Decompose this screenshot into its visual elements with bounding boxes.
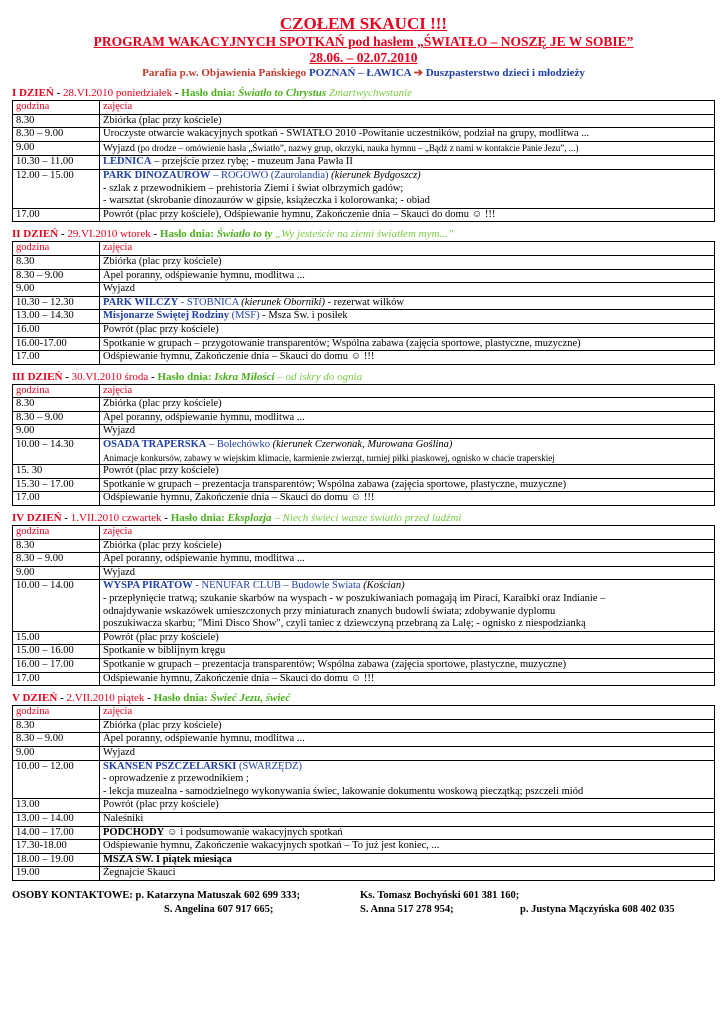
table-row xyxy=(13,746,715,760)
table-row xyxy=(13,631,715,645)
activity-line xyxy=(103,799,711,812)
arrow-icon: ➔ xyxy=(413,67,423,79)
activity-line xyxy=(103,209,711,222)
activity-line xyxy=(103,673,711,686)
table-row xyxy=(13,566,715,580)
activity-cell xyxy=(100,553,715,567)
contact-anna: S. Anna 517 278 954; xyxy=(360,903,454,915)
schedule-table xyxy=(12,384,715,506)
activity-line xyxy=(103,170,711,183)
motto: Światło to ty xyxy=(216,228,273,241)
page-title: CZOŁEM SKAUCI !!! xyxy=(279,14,448,33)
table-row xyxy=(13,553,715,567)
activity-line xyxy=(103,324,711,337)
activity-cell xyxy=(100,411,715,425)
time-cell: 10.00 – 14.30 xyxy=(13,439,100,465)
activity-text: Wyjazd xyxy=(103,746,136,758)
contact-bochynski: Ks. Tomasz Bochyński 601 381 160; xyxy=(360,889,520,901)
activity-cell xyxy=(100,269,715,283)
activity-line xyxy=(103,338,711,351)
table-row xyxy=(13,645,715,659)
activity-cell xyxy=(100,645,715,659)
time-cell: 13.00 xyxy=(13,799,100,813)
activity-note: (po drodze – omówienie hasła „Światło”, nazwy grup, okrzyki, nauka hymnu – „Bądź z nami w kontakcie Panie Jezu”, ...) xyxy=(137,142,579,153)
activity-cell xyxy=(100,733,715,747)
time-cell: 10.00 – 14.00 xyxy=(13,580,100,631)
activity-text: Wyjazd xyxy=(103,566,136,578)
table-row xyxy=(13,478,715,492)
time-cell: 15.00 – 16.00 xyxy=(13,645,100,659)
activity-header: zajęcia xyxy=(100,242,715,256)
activity-cell xyxy=(100,826,715,840)
activity-line xyxy=(103,270,711,283)
table-row xyxy=(13,760,715,799)
activity-text: - rezerwat wilków xyxy=(327,296,404,308)
motto: Eksplozja xyxy=(227,512,272,525)
contacts-line-1 xyxy=(12,889,360,903)
time-cell: 15.30 – 17.00 xyxy=(13,478,100,492)
time-cell: 8.30 – 9.00 xyxy=(13,411,100,425)
table-row xyxy=(13,719,715,733)
activity-text: Spotkanie w grupach – prezentacja transparentów; Wspólna zabawa (zajęcia sportowe, plastyczne, muzyczne) xyxy=(103,658,567,670)
motto-label: Hasło dnia: xyxy=(157,370,212,383)
activity-text: Apel poranny, odśpiewanie hymnu, modlitwa ... xyxy=(103,411,305,423)
activity-cell xyxy=(100,114,715,128)
day-label: I DZIEŃ xyxy=(12,87,54,99)
day-section xyxy=(12,691,715,881)
activity-cell xyxy=(100,337,715,351)
highlight-text: PODCHODY xyxy=(103,826,165,838)
day-title: III DZIEŃ - 30.VI.2010 środa - Hasło dnia: Iskra Miłości – od iskry do ognia xyxy=(12,370,363,383)
day-section xyxy=(12,86,715,222)
activity-cell xyxy=(100,255,715,269)
program-subtitle: PROGRAM WAKACYJNYCH SPOTKAŃ pod hasłem „ŚWIATŁO – NOSZĘ JE W SOBIE” xyxy=(93,34,634,49)
day-date: 2.VII.2010 piątek xyxy=(66,692,145,705)
activity-line xyxy=(103,425,711,438)
time-cell: 18.00 – 19.00 xyxy=(13,853,100,867)
activity-text: Apel poranny, odśpiewanie hymnu, modlitwa ... xyxy=(103,269,305,281)
time-cell: 16.00 – 17.00 xyxy=(13,658,100,672)
activity-text: Zbiórka (plac przy kościele) xyxy=(103,114,222,126)
activity-line xyxy=(103,479,711,492)
activity-header: zajęcia xyxy=(100,101,715,115)
activity-line xyxy=(103,310,711,323)
parish-location: POZNAŃ – ŁAWICA xyxy=(308,67,412,79)
day-title: IV DZIEŃ - 1.VII.2010 czwartek - Hasło dnia: Eksplozja – Niech świeci wasze światło przed ludźmi xyxy=(12,512,462,525)
table-row xyxy=(13,114,715,128)
activity-cell xyxy=(100,760,715,799)
table-row xyxy=(13,411,715,425)
activity-header: zajęcia xyxy=(100,526,715,540)
activity-text: Uroczyste otwarcie wakacyjnych spotkań - ŚWIATŁO 2010 -Powitanie uczestników, podział na grupy, modlitwa ... xyxy=(103,128,590,140)
activity-line xyxy=(103,156,711,169)
ministry-name: Duszpasterstwo dzieci i młodzieży xyxy=(425,67,585,79)
table-header-row xyxy=(13,706,715,720)
activity-text: Odśpiewanie hymnu, Zakończenie wakacyjnych spotkań – To już jest koniec, ... xyxy=(103,840,440,852)
activity-line xyxy=(103,840,711,853)
activity-cell xyxy=(100,398,715,412)
time-cell: 9.00 xyxy=(13,566,100,580)
activity-line xyxy=(103,659,711,672)
table-header-row xyxy=(13,526,715,540)
activity-detail: - oprowadzenie z przewodnikiem ; xyxy=(103,773,249,785)
motto-label: Hasło dnia: xyxy=(159,228,215,241)
activity-cell xyxy=(100,492,715,506)
day-label: II DZIEŃ xyxy=(12,228,59,241)
day-date: 28.VI.2010 poniedziałek xyxy=(63,87,173,99)
time-cell: 12.00 – 15.00 xyxy=(13,169,100,208)
activity-text: Zbiórka (plac przy kościele) xyxy=(103,398,222,410)
table-row xyxy=(13,799,715,813)
activity-line xyxy=(103,854,711,867)
motto: Światło to Chrystus xyxy=(238,87,327,99)
time-header: godzina xyxy=(13,101,100,115)
table-row xyxy=(13,169,715,208)
table-row xyxy=(13,323,715,337)
day-label: V DZIEŃ xyxy=(12,692,58,705)
venue-place: - NENUFAR CLUB – Budowle Świata xyxy=(195,580,361,592)
activity-detail: - przepłynięcie tratwą; szukanie skarbów na wyspach - w poszukiwaniach pomagają im Piraci, Karaibki oraz Indianie – xyxy=(103,593,606,604)
activity-line xyxy=(103,256,711,269)
time-cell: 17.00 xyxy=(13,208,100,222)
time-cell: 8.30 xyxy=(13,255,100,269)
activity-cell xyxy=(100,323,715,337)
activity-cell xyxy=(100,746,715,760)
table-row xyxy=(13,337,715,351)
venue-name: SKANSEN PSZCZELARSKI xyxy=(103,760,237,772)
table-row xyxy=(13,351,715,365)
activity-line xyxy=(103,540,711,553)
activity-line xyxy=(103,492,711,505)
activity-cell xyxy=(100,672,715,686)
time-cell: 14.00 – 17.00 xyxy=(13,826,100,840)
schedule-table xyxy=(12,241,715,364)
time-cell: 8.30 xyxy=(13,539,100,553)
activity-text: Wyjazd xyxy=(103,425,136,437)
time-cell: 17.30-18.00 xyxy=(13,840,100,854)
time-cell: 13.00 – 14.00 xyxy=(13,812,100,826)
motto-sub: – od iskry do ognia xyxy=(277,370,363,383)
highlight-text: MSZA ŚW. I piątek miesiąca xyxy=(103,853,232,865)
table-row xyxy=(13,812,715,826)
time-cell: 8.30 xyxy=(13,719,100,733)
activity-text: Odśpiewanie hymnu, Zakończenie dnia – Skauci do domu ☺ !!! xyxy=(103,492,375,504)
activity-line xyxy=(103,465,711,478)
venue-place: - STOBNICA xyxy=(180,296,239,308)
venue-place: (MSF) xyxy=(231,310,260,322)
activity-line xyxy=(103,567,711,580)
activity-cell xyxy=(100,141,715,156)
table-row xyxy=(13,840,715,854)
activity-line xyxy=(103,142,711,156)
motto-label: Hasło dnia: xyxy=(153,692,208,705)
activity-detail: - warsztat (skrobanie dinozaurów w gipsie, książeczka i kolorowanka; - obiad xyxy=(103,195,430,207)
time-cell: 17.00 xyxy=(13,492,100,506)
activity-line xyxy=(103,813,711,826)
activity-text: Spotkanie w biblijnym kręgu xyxy=(103,645,226,657)
time-cell: 8.30 – 9.00 xyxy=(13,128,100,142)
activity-line xyxy=(103,645,711,658)
schedule-table xyxy=(12,100,715,222)
day-date: 1.VII.2010 czwartek xyxy=(70,512,162,525)
table-row xyxy=(13,128,715,142)
motto: Iskra Miłości xyxy=(214,370,275,383)
time-header: godzina xyxy=(13,706,100,720)
table-row xyxy=(13,826,715,840)
activity-line xyxy=(103,632,711,645)
activity-text: Wyjazd xyxy=(103,283,136,295)
activity-text: Apel poranny, odśpiewanie hymnu, modlitwa ... xyxy=(103,553,305,565)
activity-text: Apel poranny, odśpiewanie hymnu, modlitwa ... xyxy=(103,733,305,745)
activity-cell xyxy=(100,465,715,479)
table-row xyxy=(13,672,715,686)
activity-cell xyxy=(100,478,715,492)
activity-cell xyxy=(100,812,715,826)
day-label: III DZIEŃ xyxy=(12,370,63,383)
program-dates: 28.06. – 02.07.2010 xyxy=(309,50,418,65)
time-cell: 15.00 xyxy=(13,631,100,645)
venue-name: PARK WILCZY xyxy=(103,296,179,308)
activity-cell xyxy=(100,439,715,465)
parish-name: Parafia p.w. Objawienia Pańskiego xyxy=(142,67,307,79)
activity-cell xyxy=(100,799,715,813)
time-cell: 9.00 xyxy=(13,283,100,297)
table-row xyxy=(13,269,715,283)
table-row xyxy=(13,141,715,156)
table-header-row xyxy=(13,242,715,256)
activity-line xyxy=(103,297,711,310)
activity-text: Powrót (plac przy kościele) xyxy=(103,323,219,335)
activity-line xyxy=(103,720,711,733)
activity-line xyxy=(103,398,711,411)
motto-sub: Zmartwychwstanie xyxy=(328,87,413,99)
venue-direction: (kierunek Bydgoszcz) xyxy=(331,169,421,181)
activity-text: Zbiórka (plac przy kościele) xyxy=(103,539,222,551)
day-section xyxy=(12,227,715,364)
table-header-row xyxy=(13,101,715,115)
table-row xyxy=(13,658,715,672)
activity-line xyxy=(103,283,711,296)
activity-detail: - szlak z przewodnikiem – prehistoria Ziemi i świat olbrzymich gadów; xyxy=(103,182,404,194)
time-header: godzina xyxy=(13,384,100,398)
time-cell: 8.30 – 9.00 xyxy=(13,733,100,747)
activity-line xyxy=(103,733,711,746)
motto-label: Hasło dnia: xyxy=(181,87,236,99)
table-row xyxy=(13,439,715,465)
day-title: V DZIEŃ - 2.VII.2010 piątek - Hasło dnia: Świeć Jezu, świeć xyxy=(12,692,291,705)
activity-cell xyxy=(100,296,715,310)
table-row xyxy=(13,539,715,553)
activity-text: Naleśniki xyxy=(103,812,144,824)
activity-text: - Msza Św. i posiłek xyxy=(262,310,348,322)
parish-line xyxy=(12,66,715,81)
contact-matuszak: p. Katarzyna Matuszak 602 699 333; xyxy=(135,889,300,901)
activity-header: zajęcia xyxy=(100,384,715,398)
time-cell: 16.00 xyxy=(13,323,100,337)
venue-place: (SWARZĘDZ) xyxy=(238,760,302,772)
activity-text: Powrót (plac przy kościele) xyxy=(103,465,219,477)
time-cell: 17.00 xyxy=(13,351,100,365)
time-cell: 10.30 – 11.00 xyxy=(13,156,100,170)
contacts-label: OSOBY KONTAKTOWE: xyxy=(12,889,133,901)
time-cell: 8.30 xyxy=(13,114,100,128)
activity-cell xyxy=(100,208,715,222)
day-date: 29.VI.2010 wtorek xyxy=(67,228,151,241)
motto-sub: „Wy jesteście na ziemi światłem mym...” xyxy=(275,228,454,241)
time-header: godzina xyxy=(13,242,100,256)
activity-text: Spotkanie w grupach – przygotowanie transparentów; Wspólna zabawa (zajęcia sportowe, plastyczne, muzyczne) xyxy=(103,337,581,349)
activity-cell xyxy=(100,566,715,580)
activity-text: Powrót (plac przy kościele) xyxy=(103,799,219,811)
table-row xyxy=(13,296,715,310)
day-section xyxy=(12,511,715,686)
table-row xyxy=(13,255,715,269)
table-row xyxy=(13,733,715,747)
activity-text: Powrót (plac przy kościele) xyxy=(103,631,219,643)
venue-name: WYSPA PIRATÓW xyxy=(103,580,193,592)
activity-header: zajęcia xyxy=(100,706,715,720)
venue-direction: (kierunek Czerwonak, Murowana Goślina) xyxy=(272,439,453,451)
venue-name: Misjonarze Świętej Rodziny xyxy=(103,310,229,322)
day-label: IV DZIEŃ xyxy=(12,512,62,525)
activity-cell xyxy=(100,867,715,881)
motto: Świeć Jezu, świeć xyxy=(210,692,291,705)
contact-maczynska: p. Justyna Mączyńska 608 402 035 xyxy=(520,903,675,915)
activity-detail: odnajdywanie wskazówek umieszczonych przy miniaturach znanych budowli świata; zdobywanie dyplomu xyxy=(103,605,556,617)
venue-place: – Bolechówko xyxy=(209,439,270,451)
activity-text: Żegnajcie Skauci xyxy=(103,867,176,879)
activity-text: Wyjazd xyxy=(103,142,136,154)
activity-cell xyxy=(100,351,715,365)
activity-text: – przejście przez rybę; - muzeum Jana Pawła II xyxy=(154,156,353,168)
venue-direction: (Kościan) xyxy=(363,580,405,592)
time-cell: 13.00 – 14.30 xyxy=(13,310,100,324)
activity-cell xyxy=(100,156,715,170)
days-container xyxy=(12,86,715,881)
activity-cell xyxy=(100,128,715,142)
time-cell: 8.30 – 9.00 xyxy=(13,553,100,567)
table-row xyxy=(13,208,715,222)
activity-cell xyxy=(100,719,715,733)
activity-text: Spotkanie w grupach – prezentacja transparentów; Wspólna zabawa (zajęcia sportowe, plastyczne, muzyczne) xyxy=(103,478,567,490)
table-row xyxy=(13,310,715,324)
table-header-row xyxy=(13,384,715,398)
activity-detail: - lekcja muzealna - samodzielnego wykonywania świec, lakowanie dokumentu woskową pieczątką; pszczeli miód xyxy=(103,785,584,797)
time-cell: 15. 30 xyxy=(13,465,100,479)
activity-text: Zbiórka (plac przy kościele) xyxy=(103,255,222,267)
venue-direction: (kierunek Oborniki) xyxy=(241,296,325,308)
activity-cell xyxy=(100,539,715,553)
time-cell: 8.30 xyxy=(13,398,100,412)
table-row xyxy=(13,465,715,479)
table-row xyxy=(13,283,715,297)
time-cell: 8.30 – 9.00 xyxy=(13,269,100,283)
activity-detail: Animacje konkursów, zabawy w wiejskim klimacie, karmienie zwierząt, turniej piłki piaskowej, ognisko w chacie traperskiej xyxy=(103,452,555,463)
activity-line xyxy=(103,351,711,364)
table-row xyxy=(13,580,715,631)
activity-line xyxy=(103,128,711,141)
contact-angelina: S. Angelina 607 917 665; xyxy=(164,903,274,915)
activity-text: Odśpiewanie hymnu, Zakończenie dnia – Skauci do domu ☺ !!! xyxy=(103,672,375,684)
time-cell: 9.00 xyxy=(13,746,100,760)
table-row xyxy=(13,425,715,439)
activity-line xyxy=(103,867,711,880)
activity-cell xyxy=(100,169,715,208)
activity-line xyxy=(103,115,711,128)
time-cell: 10.00 – 12.00 xyxy=(13,760,100,799)
activity-line xyxy=(103,761,711,774)
activity-cell xyxy=(100,425,715,439)
time-cell: 19.00 xyxy=(13,867,100,881)
table-row xyxy=(13,398,715,412)
table-row xyxy=(13,867,715,881)
time-cell: 9.00 xyxy=(13,141,100,156)
activity-line xyxy=(103,412,711,425)
activity-detail: poszukiwacza skarbu; "Mini Disco Show", czyli taniec z dziewczyną przebraną za Lalę; - ognisko z niespodzianką xyxy=(103,618,586,630)
time-cell: 10.30 – 12.30 xyxy=(13,296,100,310)
activity-cell xyxy=(100,631,715,645)
activity-cell xyxy=(100,580,715,631)
activity-line xyxy=(103,580,711,593)
schedule-table xyxy=(12,705,715,881)
contacts xyxy=(12,889,715,917)
time-header: godzina xyxy=(13,526,100,540)
venue-name: PARK DINOZAURÓW xyxy=(103,169,211,181)
table-row xyxy=(13,156,715,170)
activity-line xyxy=(103,747,711,760)
activity-text: Odśpiewanie hymnu, Zakończenie dnia – Skauci do domu ☺ !!! xyxy=(103,351,375,363)
activity-line xyxy=(103,553,711,566)
activity-text: Powrót (plac przy kościele), Odśpiewanie hymnu, Zakończenie dnia – Skauci do domu ☺ !!! xyxy=(103,208,496,220)
activity-cell xyxy=(100,840,715,854)
schedule-table xyxy=(12,525,715,686)
time-cell: 17.00 xyxy=(13,672,100,686)
day-title: II DZIEŃ - 29.VI.2010 wtorek - Hasło dnia: Światło to ty „Wy jesteście na ziemi światłem mym...” xyxy=(12,228,454,241)
motto-sub: – Niech świeci wasze światło przed ludźmi xyxy=(274,512,462,525)
time-cell: 16.00-17.00 xyxy=(13,337,100,351)
activity-cell xyxy=(100,283,715,297)
motto-label: Hasło dnia: xyxy=(170,512,225,525)
day-section xyxy=(12,370,715,506)
activity-text: Zbiórka (plac przy kościele) xyxy=(103,719,222,731)
activity-text: ☺ i podsumowanie wakacyjnych spotkań xyxy=(166,826,343,838)
venue-place: – ROGOWO (Zaurolandia) xyxy=(213,169,329,181)
activity-line xyxy=(103,439,711,452)
time-cell: 9.00 xyxy=(13,425,100,439)
activity-cell xyxy=(100,658,715,672)
activity-cell xyxy=(100,853,715,867)
activity-cell xyxy=(100,310,715,324)
venue-name: LEDNICA xyxy=(103,156,152,168)
day-title: I DZIEŃ - 28.VI.2010 poniedziałek - Hasło dnia: Światło to Chrystus Zmartwychwstanie xyxy=(12,87,413,99)
table-row xyxy=(13,853,715,867)
program-page xyxy=(12,14,715,917)
activity-line xyxy=(103,827,711,840)
table-row xyxy=(13,492,715,506)
day-date: 30.VI.2010 środa xyxy=(71,370,149,383)
venue-name: OSADA TRAPERSKA xyxy=(103,439,207,451)
